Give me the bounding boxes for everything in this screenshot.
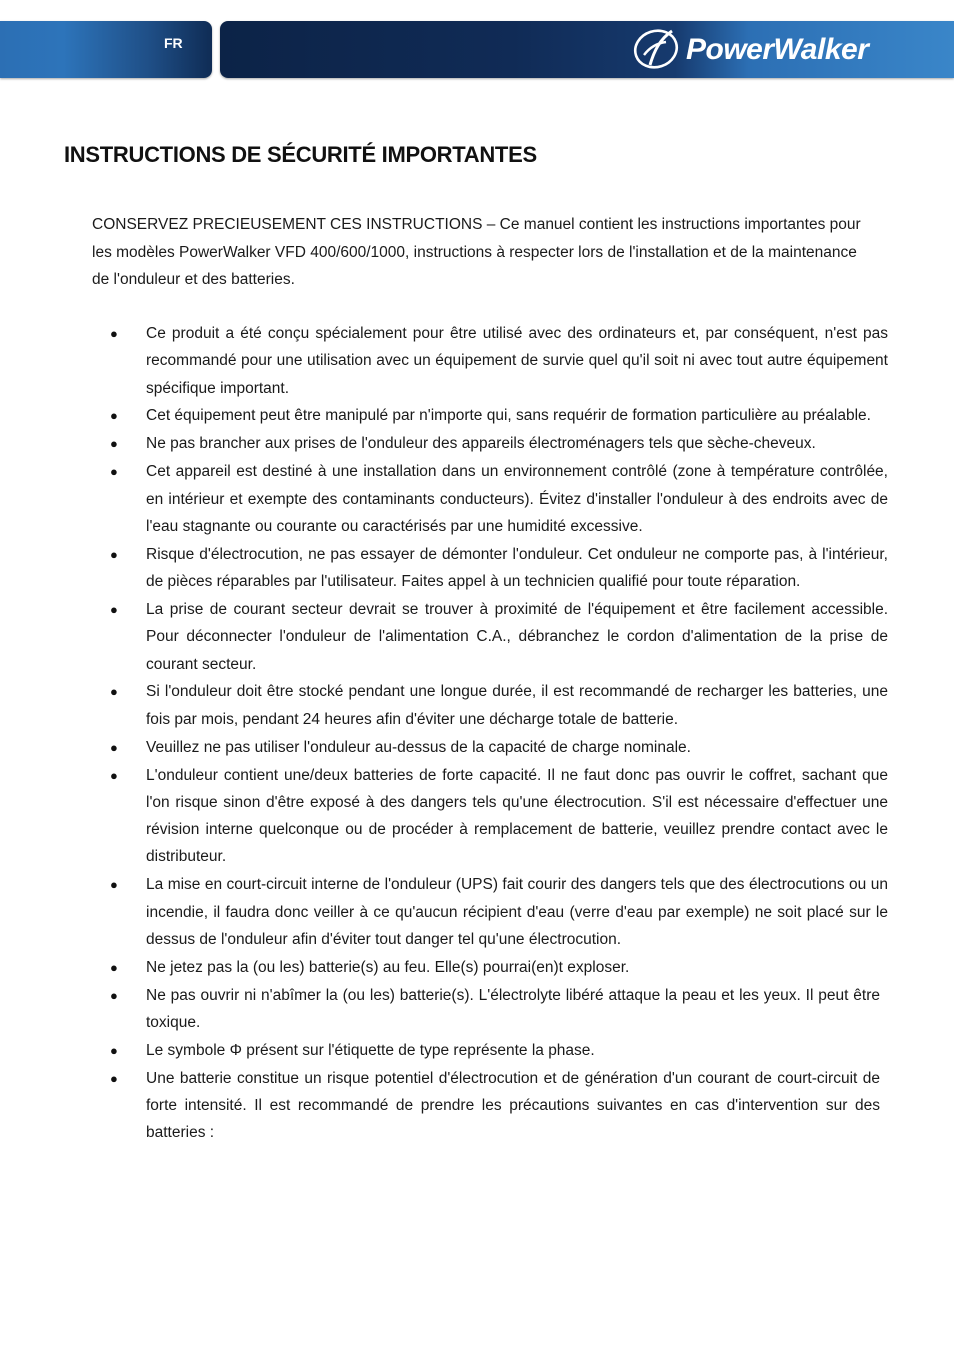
language-tab	[0, 21, 212, 78]
bullet-icon: ●	[110, 326, 118, 341]
list-item	[110, 1037, 888, 1064]
bullet-icon: ●	[110, 546, 118, 562]
language-label: FR	[164, 35, 183, 51]
list-item-text: Ce produit a été conçu spécialement pour être utilisé avec des ordinateurs et, par conséquent, n'est pas recommandé pour une utilisation avec un équipement de survie quel qu'il soit ni avec tout autre équipement spécifique important.	[146, 325, 888, 397]
bullet-icon: ●	[110, 767, 118, 783]
list-item	[110, 734, 888, 761]
list-item-text: Ne pas brancher aux prises de l'onduleur des appareils électroménagers tels que sèche-cheveux.	[146, 435, 816, 453]
list-item	[110, 871, 888, 953]
list-item-text: La mise en court-circuit interne de l'onduleur (UPS) fait courir des dangers tels que des électrocutions ou un incendie, il faudra donc veiller à ce qu'aucun récipient d'eau (verre d'eau par exemple) ne soit placé sur le dessus de l'onduleur afin d'éviter tout danger tel qu'une électrocution.	[146, 876, 888, 948]
list-item	[110, 596, 888, 678]
bullet-icon: ●	[110, 601, 118, 617]
page-title: INSTRUCTIONS DE SÉCURITÉ IMPORTANTES	[64, 142, 537, 167]
brand-wordmark: PowerWalker	[686, 33, 869, 66]
list-item-text: Ne jetez pas la (ou les) batterie(s) au feu. Elle(s) pourrai(en)t exploser.	[146, 958, 630, 976]
list-item-text: Si l'onduleur doit être stocké pendant une longue durée, il est recommandé de recharger les batteries, une fois par mois, pendant 24 heures afin d'éviter une décharge totale de batterie.	[146, 683, 888, 728]
safety-instructions-list	[0, 320, 954, 1147]
bullet-icon: ●	[110, 436, 118, 452]
bullet-icon: ●	[110, 1042, 118, 1058]
list-item	[110, 320, 888, 402]
list-item-text: La prise de courant secteur devrait se trouver à proximité de l'équipement et être facilement accessible. Pour déconnecter l'onduleur de l'alimentation C.A., débranchez le cordon d'alimentation de la prise de courant secteur.	[146, 600, 888, 673]
bullet-icon: ●	[110, 684, 118, 700]
list-item-text: Le symbole Φ présent sur l'étiquette de type représente la phase.	[146, 1041, 595, 1059]
list-item	[110, 402, 888, 429]
bullet-icon: ●	[110, 1070, 118, 1086]
list-item-text: L'onduleur contient une/deux batteries de forte capacité. Il ne faut donc pas ouvrir le coffret, sachant que l'on risque sinon d'être exposé à des dangers tels qu'une électrocution. S'il est nécessaire d'effectuer une révision interne quelconque ou de procéder à remplacement de batterie, veuillez prendre contact avec le distributeur.	[146, 766, 888, 866]
list-item	[110, 458, 888, 540]
intro-paragraph: CONSERVEZ PRECIEUSEMENT CES INSTRUCTIONS – Ce manuel contient les instructions importantes pour les modèles PowerWalker VFD 400/600/1000, instructions à respecter lors de l'installation et de la maintenance de l'onduleur et des batteries.	[92, 216, 861, 288]
list-item-text: Risque d'électrocution, ne pas essayer de démonter l'onduleur. Cet onduleur ne comporte pas, à l'intérieur, de pièces réparables par l'utilisateur. Faites appel à un technicien qualifié pour toute réparation.	[146, 545, 888, 591]
list-item	[110, 954, 888, 981]
list-item	[110, 430, 888, 457]
list-item-text: Cet équipement peut être manipulé par n'importe qui, sans requérir de formation particulière au préalable.	[146, 407, 871, 425]
list-item-text: Veuillez ne pas utiliser l'onduleur au-dessus de la capacité de charge nominale.	[146, 738, 691, 756]
bullet-icon: ●	[110, 959, 118, 975]
bullet-icon: ●	[110, 877, 118, 893]
list-item	[110, 678, 888, 733]
bullet-icon: ●	[110, 987, 118, 1003]
list-item-text: Cet appareil est destiné à une installation dans un environnement contrôlé (zone à température contrôlée, en intérieur et exempte des contaminants conducteurs). Évitez d'installer l'onduleur à des endroits avec de l'eau stagnante ou courante ou caractérisés par une humidité excessive.	[146, 463, 888, 535]
list-item	[110, 762, 888, 871]
powerwalker-logo	[628, 25, 944, 73]
list-item-text: Ne pas ouvrir ni n'abîmer la (ou les) batterie(s). L'électrolyte libéré attaque la peau et les yeux. Il peut être toxique.	[146, 986, 880, 1031]
list-item	[110, 982, 880, 1037]
list-item	[110, 1065, 880, 1147]
bullet-icon: ●	[110, 464, 118, 480]
bullet-icon: ●	[110, 739, 118, 755]
page-header	[0, 21, 954, 78]
bullet-icon: ●	[110, 408, 118, 424]
list-item-text: Une batterie constitue un risque potentiel d'électrocution et de génération d'un courant de court-circuit de forte intensité. Il est recommandé de prendre les précautions suivantes en cas d'intervention sur des batteries :	[146, 1069, 880, 1142]
list-item	[110, 541, 888, 596]
